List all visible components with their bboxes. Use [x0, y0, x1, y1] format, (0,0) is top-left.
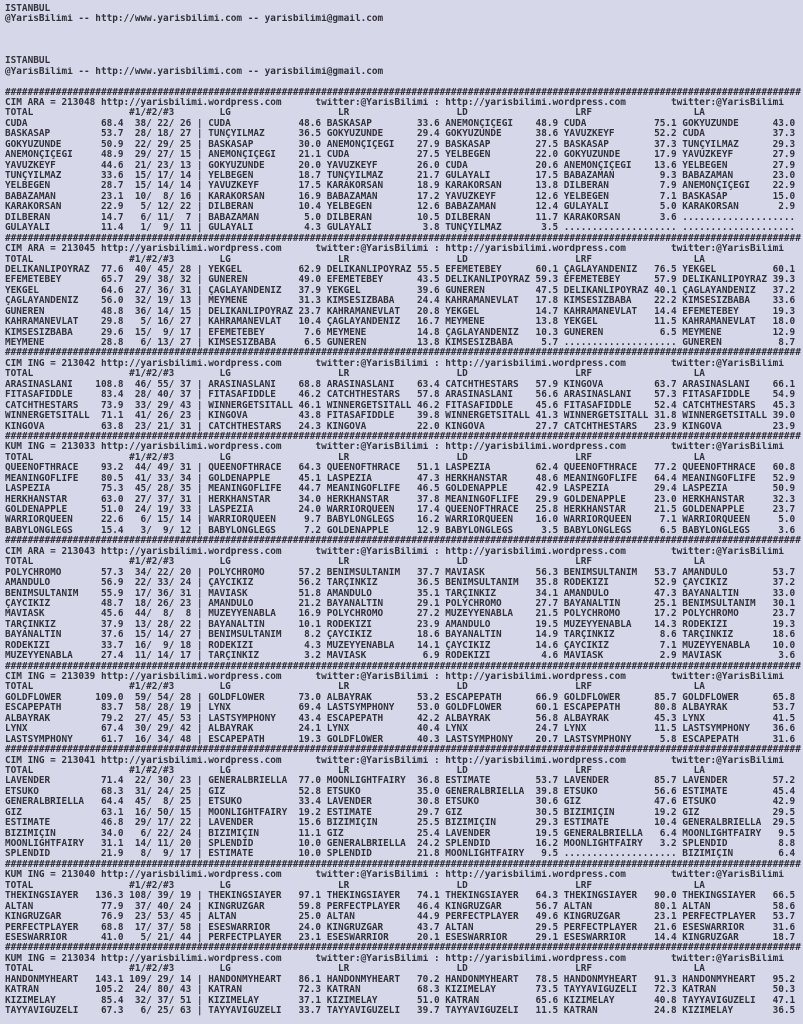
section-separator: #############################################################################################################################################: [5, 431, 801, 442]
horse-row-line: KARAKORSAN 22.9 5/ 12/ 22 | DILBERAN 10.4 YELBEGEN 12.6 BABAZAMAN 12.4 GÜLAYALI 5.0 KARAKORSAN 2.9: [5, 202, 796, 213]
horse-row-line: AMANDULO 56.9 22/ 33/ 24 | ÇAYCIKIZ 56.2 TARÇINKIZ 36.5 BENIMSULTANIM 35.8 RODEKIZI 52.9 ÇAYCIKIZ 37.2: [5, 578, 796, 589]
horse-row-line: ESTIMATE 46.8 29/ 17/ 22 | LAVENDER 15.6 BIZIMIÇIN 25.5 BIZIMIÇIN 29.3 ESTIMATE 10.4 GENERALBRIELLA 29.5: [5, 818, 796, 829]
masthead-contact-line: @YarisBilimi -- http://www.yarisbilimi.com -- yarisbilimi@gmail.com: [5, 14, 384, 25]
section-header-line: CIM ING = 213039 http://yarisbilimi.wordpress.com twitter:@YarisBilimi : http://yarisbilimi.wordpress.com twitter:@YarisBilimi: [5, 672, 784, 682]
section-header-line: CIM ARA = 213048 http://yarisbilimi.wordpress.com twitter:@YarisBilimi : http://yarisbilimi.wordpress.com twitter:@YarisBilimi: [5, 97, 784, 108]
columns-header-line: TOTAL #1/#2/#3 LG LR LD LRF LA: [5, 682, 705, 693]
masthead-city-line: ISTANBUL: [5, 4, 51, 14]
horse-row-line: TARÇINKIZ 37.9 13/ 28/ 22 | BAYANALTIN 10.1 RODEKIZI 23.9 AMANDULO 19.5 MÜZEYYENABLA 14.3 RODEKIZI 19.3: [5, 619, 796, 630]
section-header-line: CIM ING = 213041 http://yarisbilimi.wordpress.com twitter:@YarisBilimi : http://yarisbilimi.wordpress.com twitter:@YarisBilimi: [5, 755, 784, 766]
columns-header-line: TOTAL #1/#2/#3 LG LR LD LRF LA: [5, 369, 705, 380]
horse-row-line: GIZ 63.1 16/ 50/ 15 | MOONLIGHTFAIRY 19.2 ESTIMATE 29.7 GIZ 30.5 BIZIMIÇIN 19.2 GIZ 29.5: [5, 807, 796, 818]
horse-row-line: ÇAYCIKIZ 48.7 18/ 26/ 23 | AMANDULO 21.2 BAYANALTIN 29.1 POLYCHROMO 27.7 BAYANALTIN 25.1 BENIMSULTANIM 30.1: [5, 598, 796, 609]
blank-line: [5, 46, 803, 56]
horse-row-line: WARRIORQUEEN 22.6 6/ 15/ 14 | WARRIORQUEEN 9.7 BABYLONGLEGS 16.2 WARRIORQUEEN 16.0 WARRIORQUEEN 7.1 WARRIORQUEEN 5.0: [5, 515, 796, 526]
horse-row-line: BENIMSULTANIM 55.9 17/ 36/ 31 | MAVIASK 51.8 AMANDULO 35.1 TARÇINKIZ 34.1 AMANDULO 47.3 BAYANALTIN 33.0: [5, 588, 796, 599]
section-separator: #############################################################################################################################################: [5, 745, 801, 756]
horse-row-line: ESESWARRIOR 41.0 5/ 21/ 44 | PERFECTPLAYER 23.1 ESESWARRIOR 20.1 ESESWARRIOR 29.1 ESESWARRIOR 14.4 KINGRÜZGAR 18.7: [5, 932, 796, 943]
section-separator: #############################################################################################################################################: [5, 943, 801, 954]
horse-row-line: MÜZEYYENABLA 27.4 11/ 14/ 17 | TARÇINKIZ 3.2 MAVIASK 6.9 RODEKIZI 4.6 MAVIASK 2.9 MAVIASK 3.6: [5, 651, 796, 662]
horse-row-line: KINGOVA 63.8 23/ 21/ 31 | CATCHTHESTARS 24.3 KINGOVA 22.0 KINGOVA 27.7 CATCHTHESTARS 23.9 KINGOVA 23.9: [5, 421, 796, 432]
horse-row-line: WINNERGETSITALL 71.1 41/ 26/ 23 | KINGOVA 43.8 FITASAFIDDLE 39.8 WINNERGETSITALL 41.3 WINNERGETSITALL 31.8 WINNERGETSITALL 39.0: [5, 411, 796, 422]
section-separator: #############################################################################################################################################: [5, 661, 801, 672]
horse-row-line: KAHRAMANEVLAT 29.8 5/ 16/ 27 | KAHRAMANEVLAT 10.4 ÇAGLAYANDENIZ 16.7 MEYMENE 13.8 YEKGEL 11.5 KAHRAMANEVLAT 18.0: [5, 317, 796, 328]
horse-row-line: LASPEZIA 75.3 45/ 28/ 35 | MEANINGOFLIFE 44.7 MEANINGOFLIFE 46.5 GOLDENAPPLE 42.9 LASPEZIA 29.4 LASPEZIA 50.9: [5, 484, 796, 495]
horse-row-line: ALTAN 77.9 37/ 40/ 24 | KINGRÜZGAR 59.8 PERFECTPLAYER 46.4 KINGRÜZGAR 56.7 ALTAN 80.1 ALTAN 58.6: [5, 901, 796, 912]
columns-header-line: TOTAL #1/#2/#3 LG LR LD LRF LA: [5, 557, 705, 568]
horse-row-line: LAVENDER 71.4 22/ 30/ 23 | GENERALBRIELLA 77.0 MOONLIGHTFAIRY 36.8 ESTIMATE 53.7 LAVENDER 85.7 LAVENDER 57.2: [5, 776, 796, 787]
horse-row-line: KATRAN 105.2 24/ 80/ 43 | KATRAN 72.3 KATRAN 68.3 KIZIMELAY 73.5 TAYYAVIGÜZELI 72.3 KATRAN 50.3: [5, 985, 796, 996]
horse-row-line: GOLDFLOWER 109.0 59/ 54/ 28 | GOLDFLOWER 73.0 ALBAYRAK 53.2 ESCAPEPATH 66.9 GOLDFLOWER 85.7 GOLDFLOWER 65.8: [5, 692, 796, 703]
horse-row-line: HERKHANSTAR 63.0 27/ 37/ 31 | HERKHANSTAR 34.0 HERKHANSTAR 37.8 MEANINGOFLIFE 29.9 GOLDENAPPLE 23.0 HERKHANSTAR 32.3: [5, 494, 796, 505]
blank-line: [5, 25, 803, 35]
horse-row-line: PERFECTPLAYER 68.8 17/ 37/ 58 | ESESWARRIOR 24.0 KINGRÜZGAR 43.7 ALTAN 29.5 PERFECTPLAYER 21.6 ESESWARRIOR 31.6: [5, 922, 796, 933]
horse-row-line: GÖKYÜZÜNDE 50.9 22/ 29/ 25 | BASKASAP 30.0 ANEMONÇIÇEGI 27.9 BASKASAP 27.5 BASKASAP 37.3 TUNÇYILMAZ 29.3: [5, 139, 796, 150]
horse-row-line: DELIKANLIPOYRAZ 77.6 40/ 45/ 28 | YEKGEL 62.9 DELIKANLIPOYRAZ 55.5 EFEMETEBEY 60.1 ÇAGLAYANDENIZ 76.5 YEKGEL 60.1: [5, 264, 796, 275]
section-header-line: CIM ARA = 213043 http://yarisbilimi.wordpress.com twitter:@YarisBilimi : http://yarisbilimi.wordpress.com twitter:@YarisBilimi: [5, 546, 784, 557]
horse-row-line: FITASAFIDDLE 83.4 28/ 40/ 37 | FITASAFIDDLE 46.2 CATCHTHESTARS 57.8 ARASINASLANI 56.6 ARASINASLANI 57.3 FITASAFIDDLE 54.9: [5, 390, 796, 401]
horse-row-line: RODEKIZI 33.7 16/ 9/ 18 | RODEKIZI 4.3 MÜZEYYENABLA 14.1 ÇAYCIKIZ 14.6 ÇAYCIKIZ 7.1 MÜZEYYENABLA 10.0: [5, 640, 796, 651]
masthead-city-line: ISTANBUL: [5, 56, 51, 67]
section-separator: #############################################################################################################################################: [5, 348, 801, 359]
horse-row-line: GÜLAYALI 11.4 1/ 9/ 11 | GÜLAYALI 4.3 GÜLAYALI 3.8 TUNÇYILMAZ 3.5 .................... ....................: [5, 223, 796, 234]
horse-row-line: POLYCHROMO 57.3 34/ 22/ 20 | POLYCHROMO 57.2 BENIMSULTANIM 37.7 MAVIASK 56.3 BENIMSULTANIM 53.7 AMANDULO 53.7: [5, 567, 796, 578]
horse-row-line: TAYYAVIGÜZELI 67.3 6/ 25/ 63 | TAYYAVIGÜZELI 33.7 TAYYAVIGÜZELI 39.7 TAYYAVIGÜZELI 11.5 KATRAN 24.8 KIZIMELAY 36.5: [5, 1006, 796, 1016]
horse-row-line: MAVIASK 45.6 44/ 8/ 8 | MÜZEYYENABLA 16.9 POLYCHROMO 27.2 MÜZEYYENABLA 21.5 POLYCHROMO 17.2 POLYCHROMO 23.7: [5, 609, 796, 620]
horse-row-line: ALBAYRAK 79.2 27/ 45/ 53 | LASTSYMPHONY 43.4 ESCAPEPATH 42.2 ALBAYRAK 56.8 ALBAYRAK 45.3 LYNX 41.5: [5, 713, 796, 724]
section-header-line: KUM ING = 213034 http://yarisbilimi.wordpress.com twitter:@YarisBilimi : http://yarisbilimi.wordpress.com twitter:@YarisBilimi: [5, 953, 784, 964]
horse-row-line: CATCHTHESTARS 73.9 33/ 29/ 43 | WINNERGETSITALL 46.1 WINNERGETSITALL 46.2 FITASAFIDDLE 45.6 FITASAFIDDLE 52.4 CATCHTHESTARS 45.3: [5, 400, 796, 411]
section-separator: #############################################################################################################################################: [5, 536, 801, 547]
columns-header-line: TOTAL #1/#2/#3 LG LR LD LRF LA: [5, 452, 705, 463]
horse-row-line: KINGRÜZGAR 76.9 23/ 53/ 45 | ALTAN 25.0 ALTAN 44.9 PERFECTPLAYER 49.6 KINGRÜZGAR 23.1 PERFECTPLAYER 53.7: [5, 912, 796, 923]
section-header-line: KUM ING = 213033 http://yarisbilimi.wordpress.com twitter:@YarisBilimi : http://yarisbilimi.wordpress.com twitter:@YarisBilimi: [5, 442, 784, 453]
horse-row-line: KIMSESIZBABA 29.6 15/ 9/ 17 | EFEMETEBEY 7.6 MEYMENE 14.8 ÇAGLAYANDENIZ 10.3 GÜNEREN 6.5 MEYMENE 12.9: [5, 327, 796, 338]
section-separator: #############################################################################################################################################: [5, 859, 801, 870]
horse-row-line: DILBERAN 14.7 6/ 11/ 7 | BABAZAMAN 5.0 DILBERAN 10.5 DILBERAN 11.7 KARAKORSAN 3.6 ....................: [5, 212, 796, 223]
horse-row-line: MEANINGOFLIFE 80.5 41/ 33/ 34 | GOLDENAPPLE 45.1 LASPEZIA 47.3 HERKHANSTAR 48.6 MEANINGOFLIFE 64.4 MEANINGOFLIFE 52.9: [5, 473, 796, 484]
horse-row-line: GOLDENAPPLE 51.0 24/ 19/ 33 | LASPEZIA 24.0 WARRIORQUEEN 17.4 QUEENOFTHRACE 25.8 HERKHANSTAR 21.5 GOLDENAPPLE 23.7: [5, 505, 796, 515]
horse-row-line: MEYMENE 28.8 6/ 13/ 27 | KIMSESIZBABA 6.5 GÜNEREN 13.8 KIMSESIZBABA 5.7 .................... GÜNEREN 8.7: [5, 338, 796, 348]
horse-row-line: EFEMETEBEY 65.7 29/ 38/ 32 | GÜNEREN 49.0 EFEMETEBEY 43.5 DELIKANLIPOYRAZ 59.3 EFEMETEBEY 57.9 DELIKANLIPOYRAZ 39.3: [5, 275, 796, 286]
columns-header-line: TOTAL #1/#2/#3 LG LR LD LRF LA: [5, 765, 705, 776]
horse-row-line: TUNÇYILMAZ 33.6 15/ 17/ 14 | YELBEGEN 18.7 TUNÇYILMAZ 21.7 GÜLAYALI 17.5 BABAZAMAN 9.3 BABAZAMAN 23.0: [5, 171, 796, 181]
horse-row-line: BAYANALTIN 37.6 15/ 14/ 27 | BENIMSULTANIM 8.2 ÇAYCIKIZ 18.6 BAYANALTIN 14.9 TARÇINKIZ 8.6 TARÇINKIZ 18.6: [5, 630, 796, 641]
horse-row-line: LYNX 67.4 30/ 29/ 42 | ALBAYRAK 24.1 LYNX 40.4 LYNX 24.7 LYNX 11.5 LASTSYMPHONY 36.6: [5, 724, 796, 735]
horse-row-line: SPLENDID 21.9 8/ 9/ 17 | ESTIMATE 10.0 SPLENDID 21.8 MOONLIGHTFAIRY 9.5 .................... BIZIMIÇIN 6.4: [5, 849, 796, 860]
horse-row-line: ARASINASLANI 108.8 46/ 55/ 37 | ARASINASLANI 68.8 ARASINASLANI 63.4 CATCHTHESTARS 57.9 KINGOVA 63.7 ARASINASLANI 66.1: [5, 379, 796, 390]
horse-row-line: BASKASAP 53.7 28/ 18/ 27 | TUNÇYILMAZ 36.5 GÖKYÜZÜNDE 29.4 GÖKYÜZÜNDE 38.6 YAVUZKEYF 52.2 CÜDA 37.3: [5, 129, 796, 140]
horse-row-line: QUEENOFTHRACE 93.2 44/ 49/ 31 | QUEENOFTHRACE 64.3 QUEENOFTHRACE 51.1 LASPEZIA 62.4 QUEENOFTHRACE 77.2 QUEENOFTHRACE 60.8: [5, 463, 796, 474]
columns-header-line: TOTAL #1/#2/#3 LG LR LD LRF LA: [5, 254, 705, 265]
horse-row-line: CÜDA 68.4 38/ 22/ 26 | CÜDA 48.6 BASKASAP 33.6 ANEMONÇIÇEGI 48.9 CÜDA 75.1 GÖKYÜZÜNDE 43.0: [5, 118, 796, 129]
columns-header-line: TOTAL #1/#2/#3 LG LR LD LRF LA: [5, 108, 705, 119]
horse-row-line: YAVUZKEYF 44.6 21/ 23/ 13 | GÖKYÜZÜNDE 20.0 YAVUZKEYF 26.0 CÜDA 20.6 ANEMONÇIÇEGI 13.6 YELBEGEN 27.9: [5, 160, 796, 171]
columns-header-line: TOTAL #1/#2/#3 LG LR LD LRF LA: [5, 880, 705, 891]
horse-row-line: YELBEGEN 28.7 15/ 14/ 14 | YAVUZKEYF 17.5 KARAKORSAN 18.9 KARAKORSAN 13.8 DILBERAN 7.9 ANEMONÇIÇEGI 22.9: [5, 181, 796, 192]
section-separator: #############################################################################################################################################: [5, 233, 801, 244]
horse-row-line: KIZIMELAY 85.4 32/ 37/ 51 | KIZIMELAY 37.1 KIZIMELAY 51.0 KATRAN 65.6 KIZIMELAY 40.8 TAYYAVIGÜZELI 47.1: [5, 995, 796, 1006]
horse-row-line: GENERALBRIELLA 64.4 45/ 8/ 25 | ETSUKO 33.4 LAVENDER 30.8 ETSUKO 30.6 GIZ 47.6 ETSUKO 42.9: [5, 797, 796, 808]
horse-row-line: GÜNEREN 48.8 36/ 14/ 15 | DELIKANLIPOYRAZ 23.7 KAHRAMANEVLAT 20.8 YEKGEL 14.7 KAHRAMANEVLAT 14.4 EFEMETEBEY 19.3: [5, 306, 796, 317]
horse-row-line: THEKINGSIAYER 136.3 108/ 39/ 19 | THEKINGSIAYER 97.1 THEKINGSIAYER 74.1 THEKINGSIAYER 64.3 THEKINGSIAYER 90.0 THEKINGSIAYER 66.5: [5, 891, 796, 902]
horse-row-line: YEKGEL 64.6 27/ 36/ 31 | ÇAGLAYANDENIZ 37.9 YEKGEL 39.6 GÜNEREN 47.5 DELIKANLIPOYRAZ 40.1 ÇAGLAYANDENIZ 37.2: [5, 285, 796, 296]
horse-row-line: BIZIMIÇIN 34.0 6/ 22/ 24 | BIZIMIÇIN 11.1 GIZ 25.4 LAVENDER 19.5 GENERALBRIELLA 6.4 MOONLIGHTFAIRY 9.5: [5, 828, 796, 839]
blank-line: [5, 35, 803, 45]
masthead-contact-line: @YarisBilimi -- http://www.yarisbilimi.com -- yarisbilimi@gmail.com: [5, 66, 384, 77]
section-separator: #############################################################################################################################################: [5, 87, 801, 98]
horse-row-line: BABYLONGLEGS 15.4 3/ 9/ 12 | BABYLONGLEGS 7.2 GOLDENAPPLE 12.9 BABYLONGLEGS 3.5 BABYLONGLEGS 6.5 BABYLONGLEGS 3.6: [5, 525, 796, 536]
horse-row-line: ETSUKO 68.3 31/ 24/ 25 | GIZ 52.8 ETSUKO 35.0 GENERALBRIELLA 39.8 ETSUKO 56.6 ESTIMATE 45.4: [5, 786, 796, 797]
blank-line: [5, 77, 803, 87]
section-header-line: KUM ING = 213040 http://yarisbilimi.wordpress.com twitter:@YarisBilimi : http://yarisbilimi.wordpress.com twitter:@YarisBilimi: [5, 870, 784, 881]
horse-row-line: ANEMONÇIÇEGI 48.9 29/ 27/ 15 | ANEMONÇIÇEGI 21.1 CÜDA 27.5 YELBEGEN 22.0 GÖKYÜZÜNDE 17.9 YAVUZKEYF 27.9: [5, 150, 796, 161]
horse-row-line: ÇAGLAYANDENIZ 56.0 32/ 19/ 13 | MEYMENE 31.3 KIMSESIZBABA 24.4 KAHRAMANEVLAT 17.8 KIMSESIZBABA 22.2 KIMSESIZBABA 33.6: [5, 296, 796, 307]
horse-row-line: LASTSYMPHONY 61.7 16/ 34/ 48 | ESCAPEPATH 19.3 GOLDFLOWER 40.3 LASTSYMPHONY 20.7 LASTSYMPHONY 5.8 ESCAPEPATH 31.6: [5, 734, 796, 745]
section-header-line: CIM ING = 213042 http://yarisbilimi.wordpress.com twitter:@YarisBilimi : http://yarisbilimi.wordpress.com twitter:@YarisBilimi: [5, 358, 784, 369]
horse-row-line: BABAZAMAN 23.1 10/ 8/ 16 | KARAKORSAN 16.9 BABAZAMAN 17.2 YAVUZKEYF 12.6 YELBEGEN 7.1 BASKASAP 15.0: [5, 191, 796, 202]
horse-row-line: MOONLIGHTFAIRY 31.1 14/ 11/ 20 | SPLENDID 10.0 GENERALBRIELLA 24.2 SPLENDID 16.2 MOONLIGHTFAIRY 3.2 SPLENDID 8.8: [5, 839, 796, 849]
columns-header-line: TOTAL #1/#2/#3 LG LR LD LRF LA: [5, 964, 705, 975]
horse-row-line: HANDONMYHEART 143.1 109/ 29/ 14 | HANDONMYHEART 86.1 HANDONMYHEART 70.2 HANDONMYHEART 78.5 HANDONMYHEART 91.3 HANDONMYHEART 95.2: [5, 974, 796, 985]
horse-row-line: ESCAPEPATH 83.7 58/ 28/ 19 | LYNX 69.4 LASTSYMPHONY 53.0 GOLDFLOWER 60.1 ESCAPEPATH 80.8 ALBAYRAK 53.7: [5, 703, 796, 714]
section-header-line: CIM ARA = 213045 http://yarisbilimi.wordpress.com twitter:@YarisBilimi : http://yarisbilimi.wordpress.com twitter:@YarisBilimi: [5, 244, 784, 255]
